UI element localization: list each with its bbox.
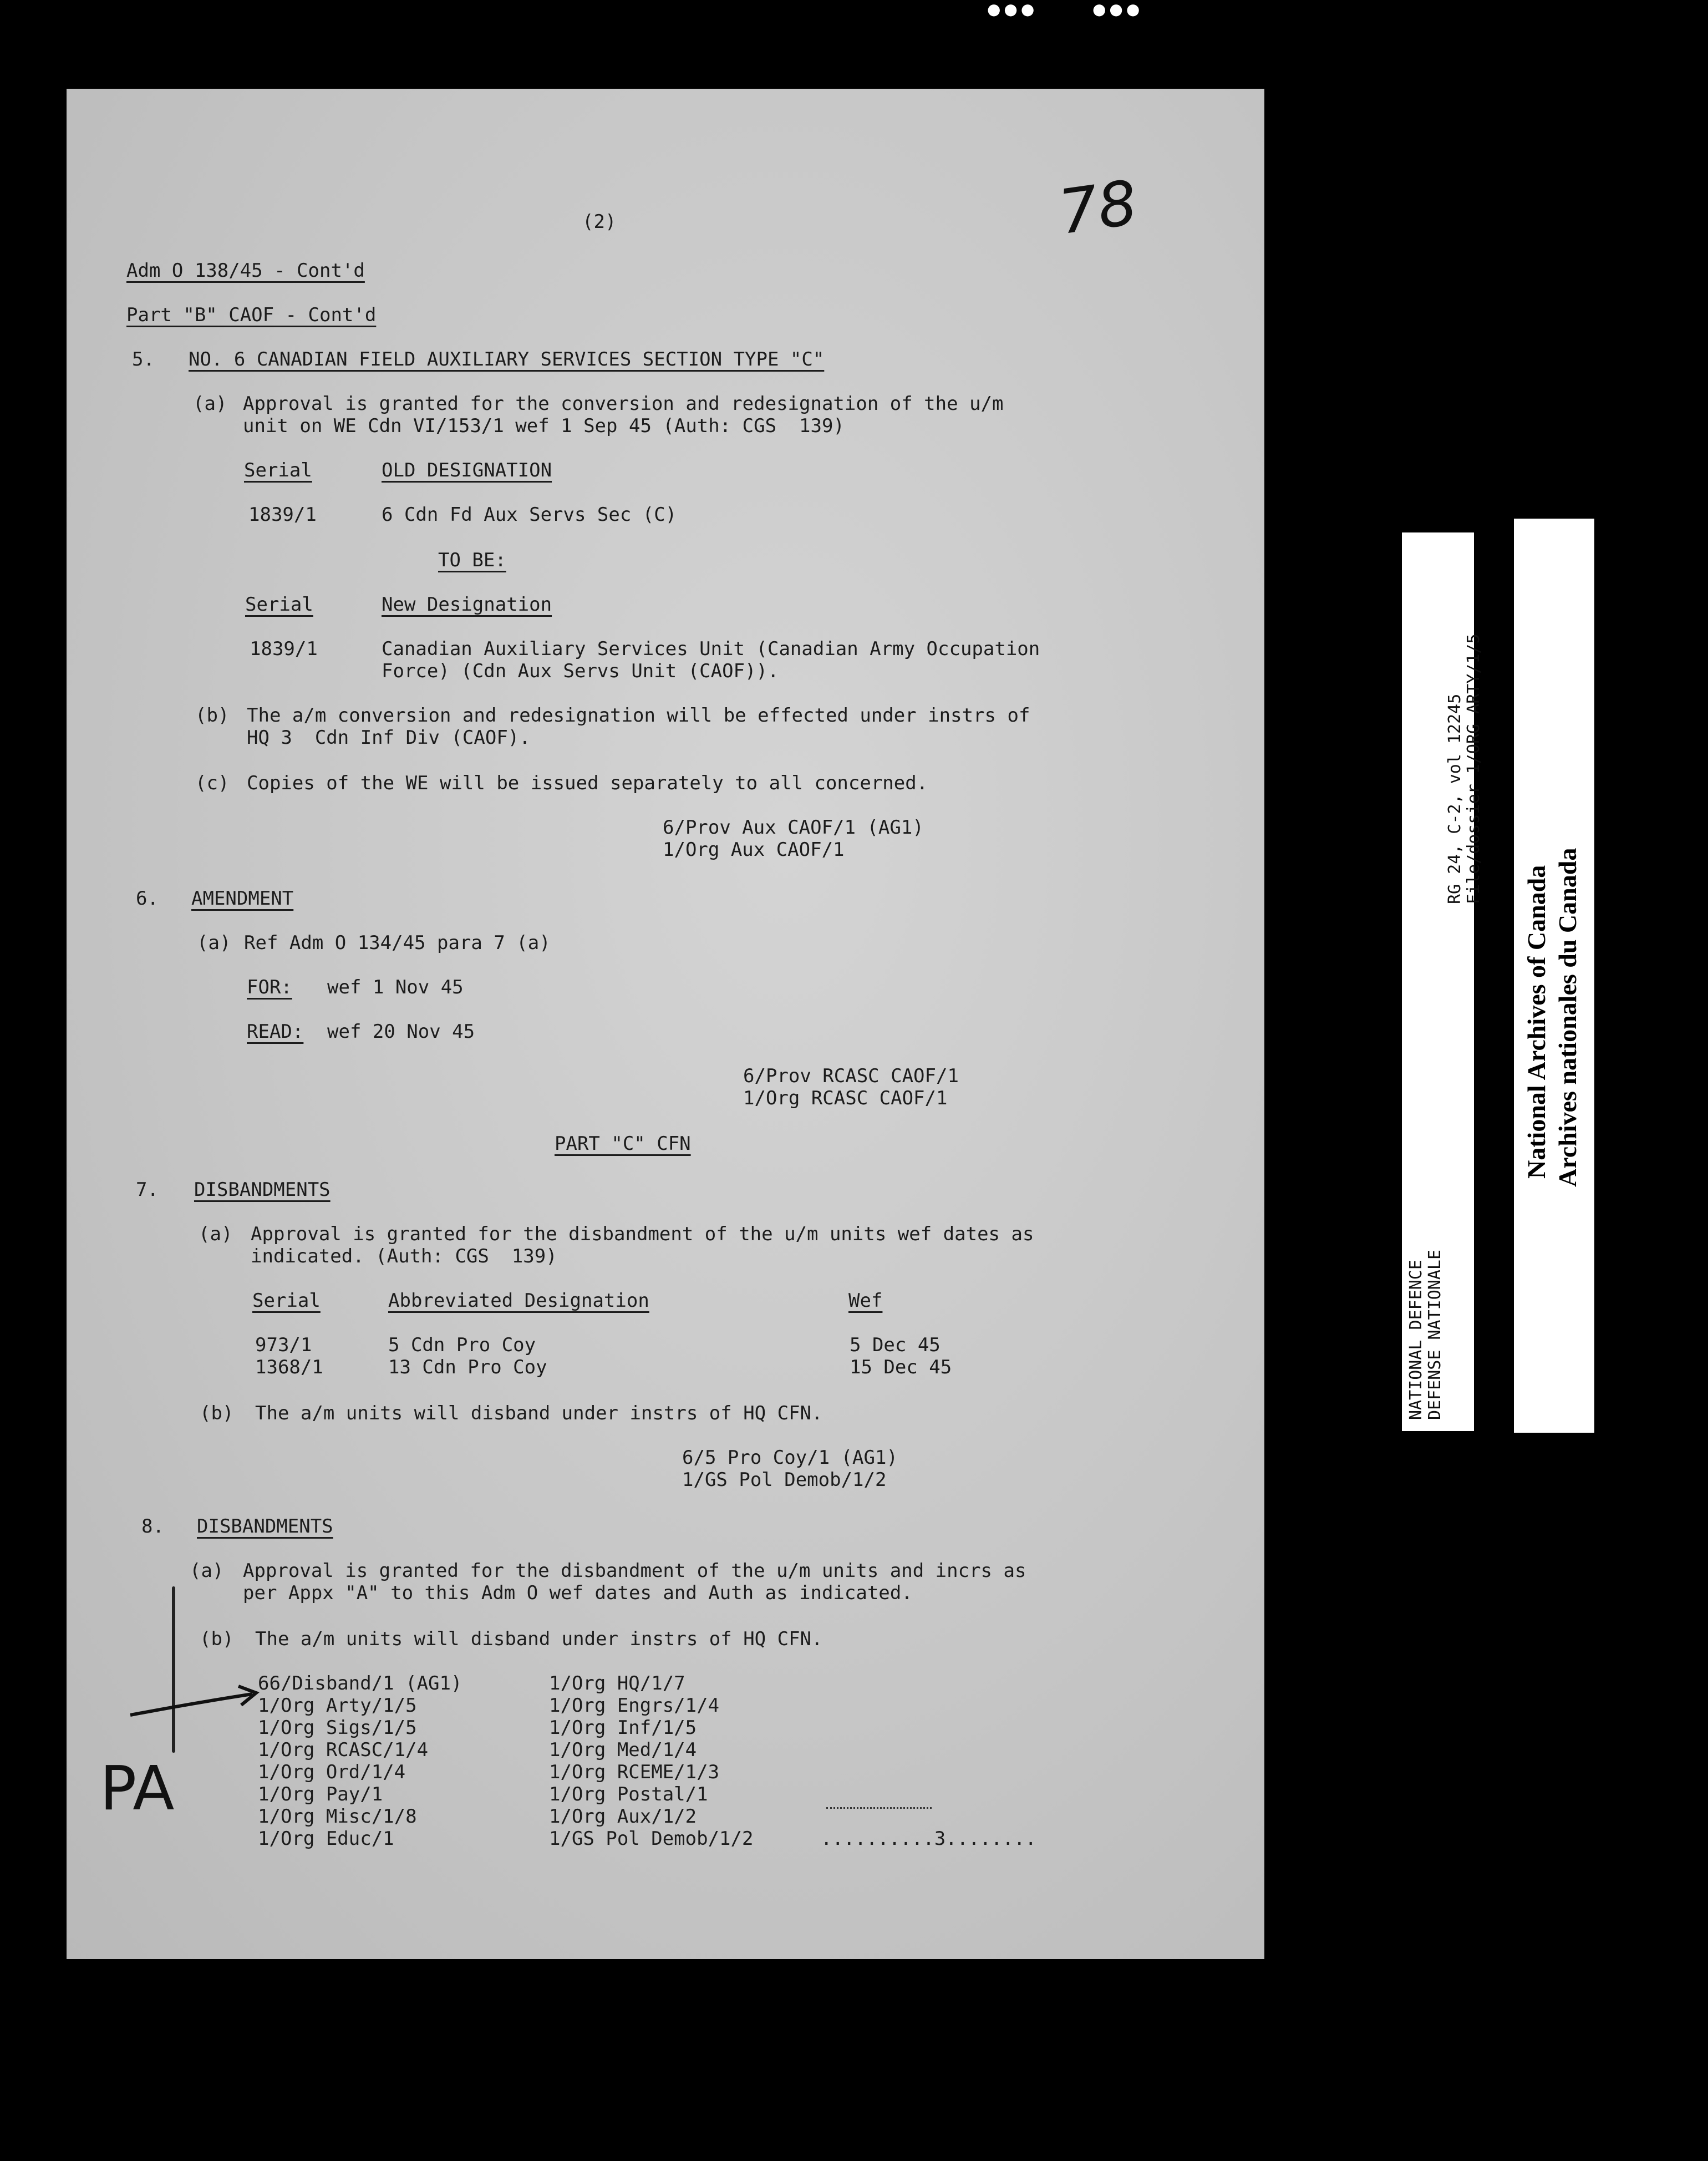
designation-cell: Canadian Auxiliary Services Unit (Canadian Army Occupation [382, 638, 1040, 660]
para-label: (a) [197, 932, 231, 954]
column-header: OLD DESIGNATION [382, 459, 552, 481]
scan-marks-left: ●●● [987, 0, 1038, 18]
serial-cell: 1839/1 [248, 504, 317, 526]
section-title: NO. 6 CANADIAN FIELD AUXILIARY SERVICES SECTION TYPE "C" [189, 348, 825, 371]
wef-cell: 5 Dec 45 [850, 1334, 941, 1356]
column-header: Abbreviated Designation [388, 1290, 649, 1312]
national-archives-label [1514, 519, 1594, 1433]
serial-cell: 1839/1 [250, 638, 318, 660]
dotted-line [826, 1807, 932, 1809]
handwritten-annotation: PA [100, 1753, 175, 1824]
column-header: Serial [252, 1290, 321, 1312]
scan-marks-right: ●●● [1092, 0, 1143, 18]
para-text: Approval is granted for the conversion and redesignation of the u/m [243, 393, 1004, 415]
section-title: DISBANDMENTS [197, 1515, 333, 1538]
ref-line: Adm O 138/45 - Cont'd [126, 260, 365, 282]
archive-reference-label [1402, 532, 1483, 1431]
label-text: File/dossier 1/ORG ARTY/1/5 [1464, 633, 1483, 904]
section-title: AMENDMENT [191, 887, 294, 910]
to-be-heading: TO BE: [438, 549, 506, 571]
file-reference: 1/Org RCASC CAOF/1 [743, 1087, 948, 1109]
para-label: (b) [200, 1402, 234, 1424]
continued-marker: ..........3........ [821, 1828, 1036, 1850]
label-text: National Archives of Canada [1522, 865, 1551, 1179]
file-list-item: 1/Org HQ/1/7 [549, 1672, 685, 1695]
designation-cell: Force) (Cdn Aux Servs Unit (CAOF)). [382, 660, 779, 682]
column-header: Serial [244, 459, 312, 481]
file-list-item: 1/Org Arty/1/5 [258, 1695, 417, 1717]
file-list-item: 1/Org Educ/1 [258, 1828, 394, 1850]
part-b-heading: Part "B" CAOF - Cont'd [126, 304, 377, 326]
para-label: (a) [193, 393, 227, 415]
page-number: (2) [582, 211, 617, 233]
file-reference: 6/Prov Aux CAOF/1 (AG1) [663, 816, 924, 839]
file-list-item: 1/Org Inf/1/5 [549, 1717, 697, 1739]
para-label: (c) [195, 772, 230, 794]
file-list-item: 1/Org Aux/1/2 [549, 1805, 697, 1828]
designation-cell: 6 Cdn Fd Aux Servs Sec (C) [382, 504, 677, 526]
section-number: 5. [132, 348, 155, 371]
file-list-item: 1/Org Misc/1/8 [258, 1805, 417, 1828]
for-value: wef 1 Nov 45 [327, 976, 464, 998]
para-text: Ref Adm O 134/45 para 7 (a) [244, 932, 551, 954]
read-value: wef 20 Nov 45 [327, 1021, 475, 1043]
column-header: Serial [245, 593, 313, 616]
file-list-item: 66/Disband/1 (AG1) [258, 1672, 462, 1695]
file-list-item: 1/Org Ord/1/4 [258, 1761, 406, 1783]
file-list-item: 1/Org Med/1/4 [549, 1739, 697, 1761]
for-label: FOR: [247, 976, 292, 998]
para-text: The a/m conversion and redesignation will be effected under instrs of [247, 704, 1030, 727]
section-title: DISBANDMENTS [194, 1179, 331, 1201]
label-text: DEFENSE NATIONALE [1425, 1249, 1445, 1420]
part-c-heading: PART "C" CFN [555, 1133, 691, 1155]
para-label: (a) [190, 1560, 224, 1582]
file-reference: 1/Org Aux CAOF/1 [663, 839, 845, 861]
arrow-icon [128, 1682, 261, 1726]
para-text: indicated. (Auth: CGS 139) [251, 1245, 557, 1267]
designation-cell: 13 Cdn Pro Coy [388, 1356, 547, 1378]
para-label: (b) [195, 704, 230, 727]
para-text: unit on WE Cdn VI/153/1 wef 1 Sep 45 (Auth: CGS 139) [243, 415, 845, 437]
serial-cell: 1368/1 [255, 1356, 323, 1378]
para-text: The a/m units will disband under instrs of HQ CFN. [255, 1628, 823, 1650]
file-list-item: 1/Org Pay/1 [258, 1783, 383, 1805]
file-reference: 6/5 Pro Coy/1 (AG1) [682, 1447, 898, 1469]
handwritten-number: 78 [1054, 166, 1142, 248]
para-text: Approval is granted for the disbandment of the u/m units wef dates as [251, 1223, 1034, 1245]
section-number: 8. [141, 1515, 164, 1538]
file-list-item: 1/Org RCASC/1/4 [258, 1739, 429, 1761]
para-text: The a/m units will disband under instrs of HQ CFN. [255, 1402, 823, 1424]
margin-bracket [172, 1586, 175, 1753]
label-text: NATIONAL DEFENCE [1406, 1260, 1426, 1420]
serial-cell: 973/1 [255, 1334, 312, 1356]
label-text: RG 24, C-2, vol 12245 [1445, 693, 1465, 904]
document-page [67, 89, 1264, 1959]
para-text: Approval is granted for the disbandment of the u/m units and incrs as [243, 1560, 1026, 1582]
para-text: HQ 3 Cdn Inf Div (CAOF). [247, 727, 531, 749]
para-text: Copies of the WE will be issued separately to all concerned. [247, 772, 928, 794]
file-list-item: 1/Org Engrs/1/4 [549, 1695, 720, 1717]
read-label: READ: [247, 1021, 304, 1043]
para-text: per Appx "A" to this Adm O wef dates and Auth as indicated. [243, 1582, 913, 1604]
file-list-item: 1/Org Postal/1 [549, 1783, 708, 1805]
section-number: 6. [136, 887, 159, 910]
file-reference: 1/GS Pol Demob/1/2 [682, 1469, 887, 1491]
label-text: Archives nationales du Canada [1553, 848, 1582, 1187]
file-reference: 6/Prov RCASC CAOF/1 [743, 1065, 959, 1087]
column-header: New Designation [382, 593, 552, 616]
file-list-item: 1/GS Pol Demob/1/2 [549, 1828, 754, 1850]
designation-cell: 5 Cdn Pro Coy [388, 1334, 536, 1356]
para-label: (a) [199, 1223, 233, 1245]
wef-cell: 15 Dec 45 [850, 1356, 952, 1378]
file-list-item: 1/Org RCEME/1/3 [549, 1761, 720, 1783]
section-number: 7. [136, 1179, 159, 1201]
file-list-item: 1/Org Sigs/1/5 [258, 1717, 417, 1739]
para-label: (b) [200, 1628, 234, 1650]
column-header: Wef [848, 1290, 883, 1312]
